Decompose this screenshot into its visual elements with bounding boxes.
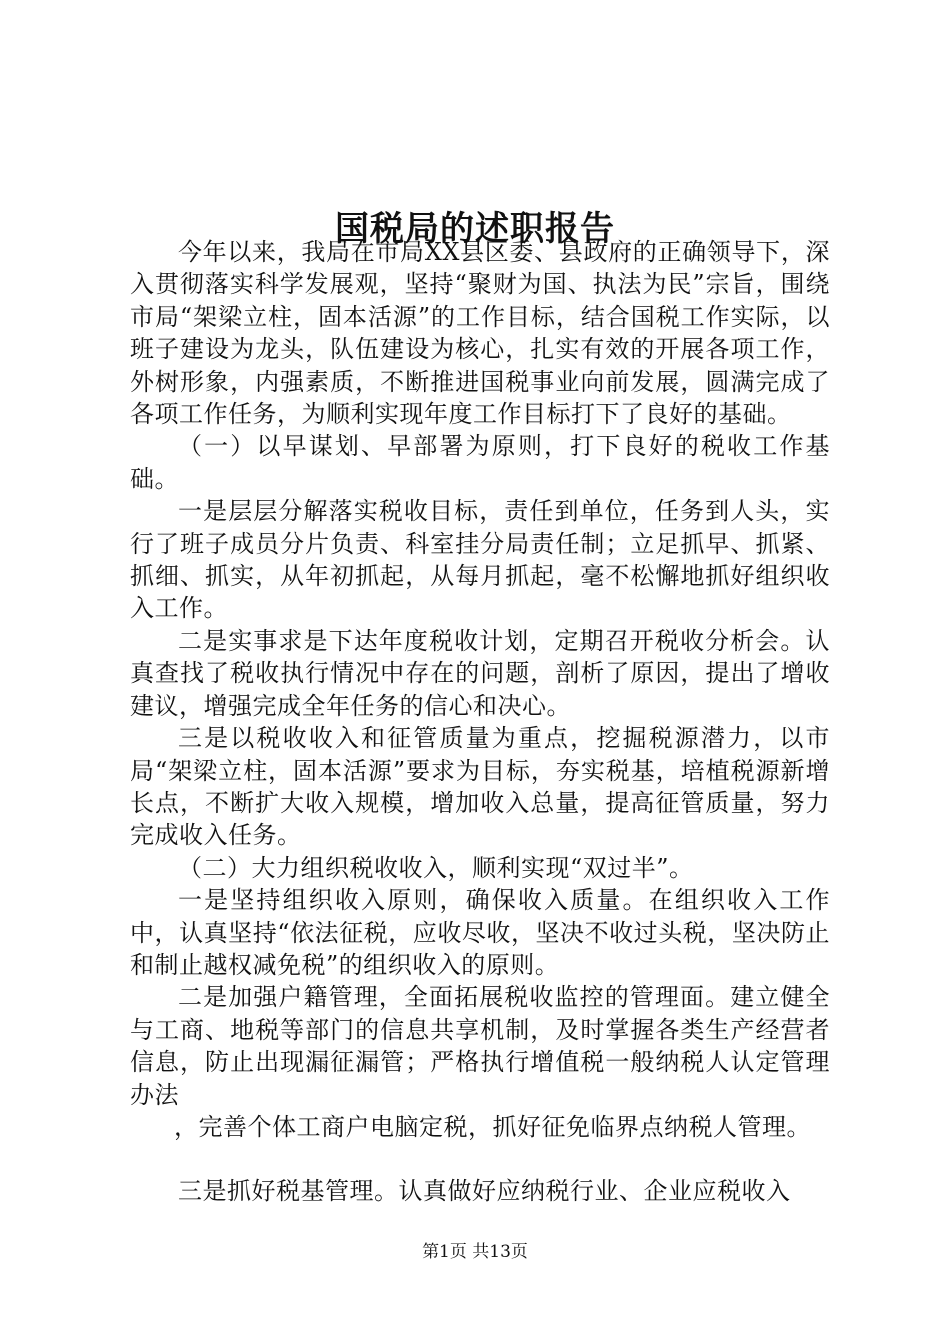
paragraph-2-2-continued: ，完善个体工商户电脑定税，抓好征免临界点纳税人管理。 <box>174 1112 811 1141</box>
paragraph-2-2: 二是加强户籍管理，全面拓展税收监控的管理面。建立健全与工商、地税等部门的信息共享机制，及时掌握各类生产经营者信息，防止出现漏征漏管；严格执行增值税一般纳税人认定管理办法 <box>130 983 830 1109</box>
paragraph-2-1: 一是坚持组织收入原则，确保收入质量。在组织收入工作中，认真坚持“依法征税，应收尽收，坚决不收过头税，坚决防止和制止越权减免税”的组织收入的原则。 <box>130 886 830 979</box>
document-body <box>130 236 830 1208</box>
paragraph-1-2: 二是实事求是下达年度税收计划，定期召开税收分析会。认真查找了税收执行情况中存在的问题，剖析了原因，提出了增收建议，增强完成全年任务的信心和决心。 <box>130 626 830 720</box>
page-number-footer: 第1页 共13页 <box>422 1242 528 1262</box>
section-heading-2: （二）大力组织税收收入，顺利实现“双过半”。 <box>178 853 694 882</box>
paragraph-2-3: 三是抓好税基管理。认真做好应纳税行业、企业应税收入 <box>178 1177 791 1206</box>
paragraph-intro: 今年以来，我局在市局XX县区委、县政府的正确领导下，深入贯彻落实科学发展观，坚持“聚财为国、执法为民”宗旨，围绕市局“架梁立柱，固本活源”的工作目标，结合国税工作实际，以班子建设为龙头，队伍建设为核心，扎实有效的开展各项工作，外树形象，内强素质，不断推进国税事业向前发展，圆满完成了各项工作任务，为顺利实现年度工作目标打下了良好的基础。 <box>130 238 830 429</box>
paragraph-1-3: 三是以税收收入和征管质量为重点，挖掘税源潜力，以市局“架梁立柱，固本活源”要求为目标，夯实税基，培植税源新增长点，不断扩大收入规模，增加收入总量，提高征管质量，努力完成收入任务。 <box>130 724 830 850</box>
paragraph-1-1: 一是层层分解落实税收目标，责任到单位，任务到人头，实行了班子成员分片负责、科室挂分局责任制；立足抓早、抓紧、抓细、抓实，从年初抓起，从每月抓起，毫不松懈地抓好组织收入工作。 <box>130 497 830 623</box>
document-title: 国税局的述职报告 <box>335 208 615 249</box>
section-heading-1: （一）以早谋划、早部署为原则，打下良好的税收工作基础。 <box>130 432 830 493</box>
